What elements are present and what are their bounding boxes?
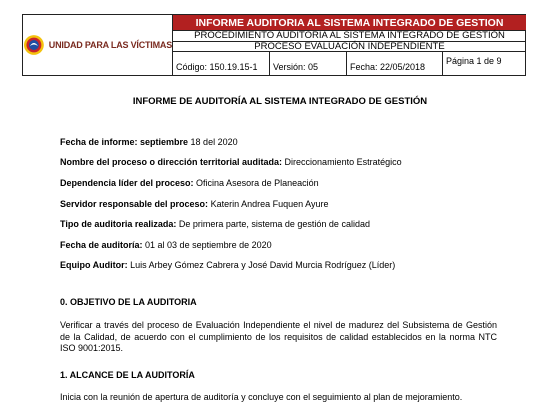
process-name: PROCESO EVALUACIÓN INDEPENDIENTE	[173, 42, 526, 52]
field-label: Servidor responsable del proceso:	[60, 199, 209, 209]
field-value: Katerin Andrea Fuquen Ayure	[208, 199, 329, 209]
field-label: Fecha de informe: septiembre	[60, 137, 189, 147]
section-heading-scope: 1. ALCANCE DE LA AUDITORÍA	[60, 370, 195, 380]
logo-text: UNIDAD PARA LAS VÍCTIMAS	[48, 40, 172, 50]
document-code: Código: 150.19.15-1	[173, 52, 270, 75]
field-audit-team	[60, 260, 395, 270]
field-value: Direccionamiento Estratégico	[282, 157, 402, 167]
section-text-objective: Verificar a través del proceso de Evaluación Independiente el nivel de madurez del Subsistema de Gestión de la Calidad, de acuerdo con el cumplimiento de los requisitos de calidad establecidos en la norma NTC ISO 9001:2015.	[60, 320, 497, 353]
field-value: 18 del 2020	[188, 137, 238, 147]
field-value: De primera parte, sistema de gestión de calidad	[176, 219, 370, 229]
field-label: Nombre del proceso o dirección territorial auditada:	[60, 157, 283, 167]
unidad-victimas-emblem-icon	[23, 34, 45, 56]
field-label: Dependencia líder del proceso:	[60, 178, 194, 188]
document-date: Fecha: 22/05/2018	[347, 52, 443, 75]
field-responsible-official	[60, 199, 328, 209]
document-title: INFORME DE AUDITORÍA AL SISTEMA INTEGRADO DE GESTIÓN	[132, 96, 428, 107]
field-value: 01 al 03 de septiembre de 2020	[142, 240, 272, 250]
field-label: Equipo Auditor:	[60, 260, 128, 270]
procedure-name: PROCEDIMIENTO AUDITORIA AL SISTEMA INTEGRADO DE GESTIÓN	[173, 31, 526, 42]
field-audit-date	[60, 240, 272, 250]
logo	[23, 15, 173, 75]
field-lead-department	[60, 178, 319, 188]
document-version: Versión: 05	[270, 52, 347, 75]
section-text-scope: Inicia con la reunión de apertura de auditoría y concluye con el seguimiento al plan de mejoramiento.	[60, 392, 463, 402]
field-report-date	[60, 137, 238, 147]
page-number: Página 1 de 9	[446, 55, 502, 66]
field-label: Tipo de auditoria realizada:	[60, 219, 177, 229]
document-header	[22, 14, 526, 76]
field-process-name	[60, 157, 402, 167]
field-value: Oficina Asesora de Planeación	[193, 178, 319, 188]
report-title-bar: INFORME AUDITORIA AL SISTEMA INTEGRADO DE GESTION	[173, 15, 526, 31]
section-heading-objective: 0. OBJETIVO DE LA AUDITORIA	[60, 297, 197, 307]
document-meta-row	[173, 52, 526, 75]
field-value: Luis Arbey Gómez Cabrera y José David Murcia Rodríguez (Líder)	[127, 260, 396, 270]
field-label: Fecha de auditoría:	[60, 240, 143, 250]
field-audit-type	[60, 219, 370, 229]
